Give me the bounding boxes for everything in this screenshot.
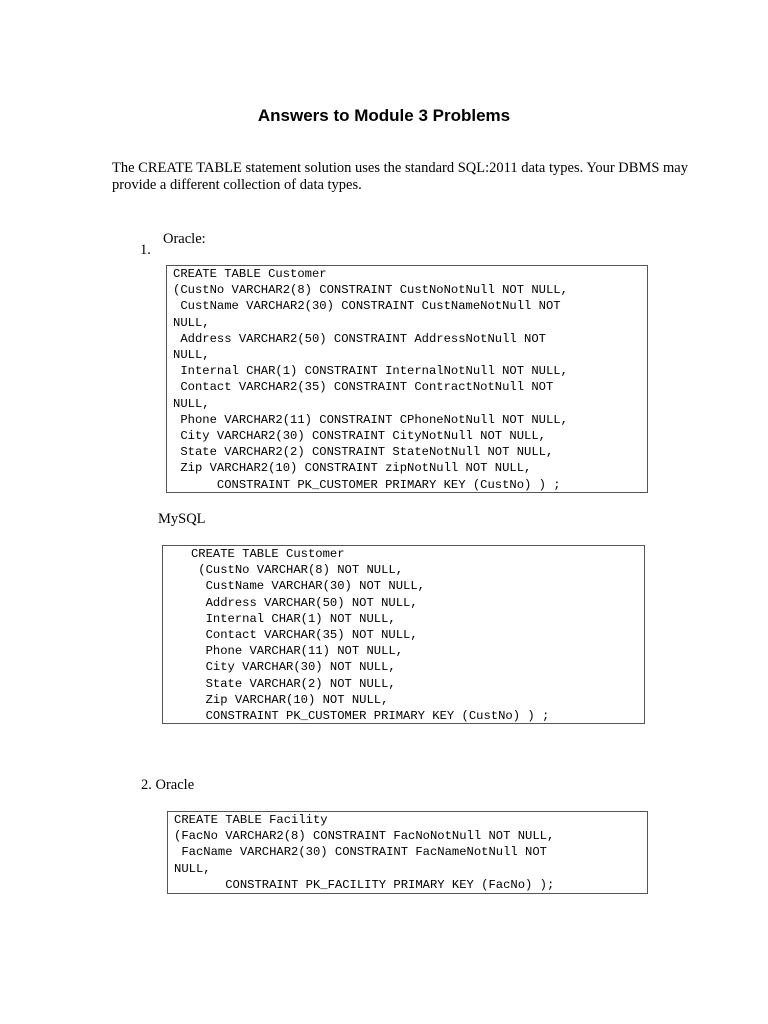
problem-2-label: 2. Oracle (141, 777, 195, 793)
problem-1-oracle-label: Oracle: (163, 231, 206, 247)
problem-1-oracle-code-box: CREATE TABLE Customer (CustNo VARCHAR2(8) CONSTRAINT CustNoNotNull NOT NULL, CustName VARCHAR2(30) CONSTRAINT CustNameNotNull NOT NULL, Address VARCHAR2(50) CONSTRAINT AddressNotNull NOT NULL, Internal CHAR(1) CONSTRAINT InternalNotNull NOT NULL, Contact VARCHAR2(35) CONSTRAINT ContractNotNull NOT NULL, Phone VARCHAR2(11) CONSTRAINT CPhoneNotNull NOT NULL, City VARCHAR2(30) CONSTRAINT CityNotNull NOT NULL, State VARCHAR2(2) CONSTRAINT StateNotNull NOT NULL, Zip VARCHAR2(10) CONSTRAINT zipNotNull NOT NULL, CONSTRAINT PK_CUSTOMER PRIMARY KEY (CustNo) ) ; (166, 265, 648, 493)
intro-paragraph: The CREATE TABLE statement solution uses the standard SQL:2011 data types. Your DBMS may provide a different collection of data types. (112, 160, 688, 193)
problem-2-oracle-code-box: CREATE TABLE Facility (FacNo VARCHAR2(8) CONSTRAINT FacNoNotNull NOT NULL, FacName VARCHAR2(30) CONSTRAINT FacNameNotNull NOT NULL, CONSTRAINT PK_FACILITY PRIMARY KEY (FacNo) ); (167, 811, 648, 894)
problem-1-mysql-code-box: CREATE TABLE Customer (CustNo VARCHAR(8) NOT NULL, CustName VARCHAR(30) NOT NULL, Address VARCHAR(50) NOT NULL, Internal CHAR(1) NOT NULL, Contact VARCHAR(35) NOT NULL, Phone VARCHAR(11) NOT NULL, City VARCHAR(30) NOT NULL, State VARCHAR(2) NOT NULL, Zip VARCHAR(10) NOT NULL, CONSTRAINT PK_CUSTOMER PRIMARY KEY (CustNo) ) ; (162, 545, 645, 724)
problem-1-mysql-label: MySQL (158, 511, 206, 527)
problem-1-number: 1. (140, 242, 151, 258)
page-title: Answers to Module 3 Problems (257, 106, 511, 125)
